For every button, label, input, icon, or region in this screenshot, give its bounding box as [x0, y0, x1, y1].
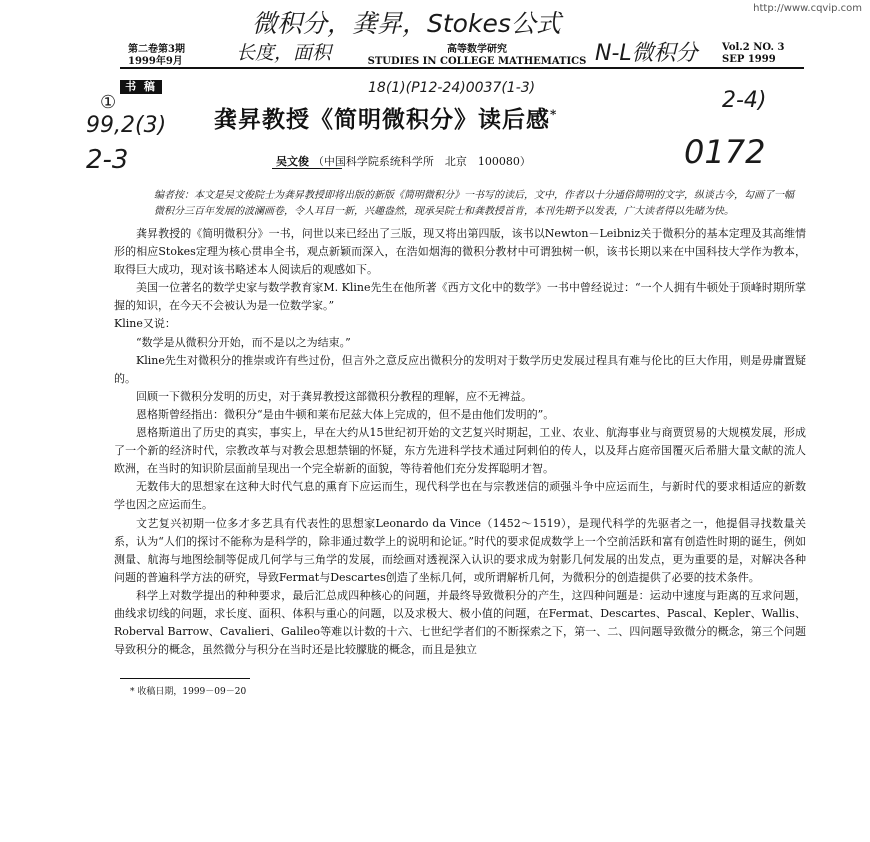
journal-date-english: SEP 1999 [722, 54, 776, 65]
title-footnote-mark: * [550, 107, 558, 122]
journal-issue-english [722, 42, 784, 66]
article-title [214, 101, 694, 134]
body-paragraph: 科学上对数学提出的种种要求，最后汇总成四种核心的问题，并最终导致微积分的产生，这四种问题是：运动中速度与距离的互求问题，曲线求切线的问题，求长度、面积、体积与重心的问题，以及求极大、极小值的问题，在Fermat、Descartes、Pascal、Kepler、Wallis、Roberval Barrow、Cavalieri、Galileo等难以计数的十六、七世纪学者们的不断探索之下，第一、二、四问题导致微分的概念，第三个问题导致积分的概念，虽然微分与积分在当时还是比较朦胧的概念，而且是独立 [114, 588, 806, 657]
handwritten-right-code: 2-4) [722, 88, 767, 113]
column-label: 书 稿 [120, 80, 162, 94]
article-title-text: 龚昇教授《简明微积分》读后感 [214, 106, 550, 133]
handwritten-catalog-code: 18(1)(P12-24)0037(1-3) [368, 80, 536, 96]
author-affiliation: （中国科学院系统科学所 北京 100080） [312, 155, 531, 168]
body-paragraph: 无数伟大的思想家在这种大时代气息的熏育下应运而生，现代科学也在与宗教迷信的顽强斗争中应运而生，与新时代的要求相适应的新数学也因之应运而生。 [114, 480, 806, 512]
handwritten-keywords: 微积分，龚昇，Stokes公式 [252, 9, 561, 38]
body-paragraph: Kline先生对微积分的推崇或许有些过份，但言外之意反应出微积分的发明对于数学历史发展过程具有难与伦比的巨大作用，则是毋庸置疑的。 [114, 353, 806, 385]
article-body [114, 225, 806, 659]
journal-volume-english: Vol.2 NO. 3 [722, 42, 785, 53]
editor-note: 编者按：本文是吴文俊院士为龚昇教授即将出版的新版《简明微积分》一书写的读后，文中，作者以十分通俗简明的文字，纵谈古今，勾画了一幅微积分三百年发展的波澜画卷，令人耳目一新，兴趣盎然，现承吴院士和龚教授首肯，本刊先期予以发表，广大读者得以先睹为快。 [154, 190, 794, 217]
body-paragraph: 美国一位著名的数学史家与数学教育家M. Kline先生在他所著《西方文化中的数学》一书中曾经说过：“一个人拥有牛顿处于顶峰时期所掌握的知识，在今天不会被认为是一位数学家。” [114, 281, 806, 313]
handwritten-document-number: 0172 [684, 133, 766, 171]
handwritten-page-ref: 2-3 [86, 145, 129, 175]
author-line [276, 153, 531, 169]
journal-title-chinese: 高等数学研究 [447, 44, 507, 55]
handwritten-left-note: 长度，面积 [236, 42, 332, 64]
site-watermark: http://www.cqvip.com [753, 3, 862, 14]
body-paragraph: 回顾一下微积分发明的历史，对于龚昇教授这部微积分教程的理解，应不无裨益。 [136, 389, 532, 403]
footnote: * 收稿日期，1999－09－20 [130, 687, 247, 697]
body-paragraph: 恩格斯曾经指出：微积分“是由牛顿和莱布尼兹大体上完成的，但不是由他们发明的”。 [136, 407, 555, 421]
handwritten-issue-code: ① [100, 92, 117, 113]
handwritten-issue-ref: 99,2(3) [86, 113, 167, 138]
body-paragraph: Kline又说： [114, 317, 176, 331]
body-paragraph: 恩格斯道出了历史的真实，事实上，早在大约从15世纪初开始的文艺复兴时期起，工业、农业、航海事业与商贾贸易的大规模发展，形成了一个新的经济时代，宗教改革与对教会思想禁锢的怀疑，东方先进科学技术通过阿剌伯的传人，以及拜占庭帝国覆灭后希腊大量文献的流人欧洲，在当时的知识阶层面前呈现出一个完全崭新的面貌，等待着他们充分发挥聪明才智。 [114, 426, 806, 476]
journal-issue [128, 44, 185, 68]
journal-volume: 第二卷第3期 [128, 44, 185, 55]
footnote-rule [120, 678, 250, 679]
author-name: 吴文俊 [276, 155, 309, 168]
body-paragraph: 文艺复兴初期一位多才多艺具有代表性的思想家Leonardo da Vince（1452～1519），是现代科学的先驱者之一，他提倡寻找数量关系，认为“人们的探讨不能称为是科学的，除非通过数学上的说明和论证。”时代的要求促成数学上一个空前活跃和富有创造性时期的诞生，例如测量、航海与地图绘制等促成几何学与三角学的发展，而绘画对透视深入认识的要求成为射影几何发展的出发点，更为重要的是，对解决各种问题的普遍科学方法的研究，导致Fermat与Descartes创造了坐标几何，或所谓解析几何，为微积分的创造提供了必要的技术条件。 [114, 516, 806, 584]
header-rule [120, 67, 804, 69]
author-underline [272, 168, 342, 169]
handwritten-right-note: N-L微积分 [595, 41, 698, 66]
journal-date: 1999年9月 [128, 56, 183, 67]
journal-title [342, 44, 612, 68]
body-paragraph: “数学是从微积分开始，而不是以之为结束。” [136, 335, 351, 349]
body-paragraph: 龚昇教授的《简明微积分》一书，问世以来已经出了三版，现又将出第四版，该书以Newton－Leibniz关于微积分的基本定理及其高维情形的相应Stokes定理为核心贯串全书，观点新颖而深入，在浩如烟海的微积分教材中可谓独树一帜，该书长期以来在中国科技大学作为教本，取得巨大成功，现对该书略述本人阅读后的观感如下。 [114, 227, 806, 277]
journal-title-english: STUDIES IN COLLEGE MATHEMATICS [367, 56, 587, 67]
